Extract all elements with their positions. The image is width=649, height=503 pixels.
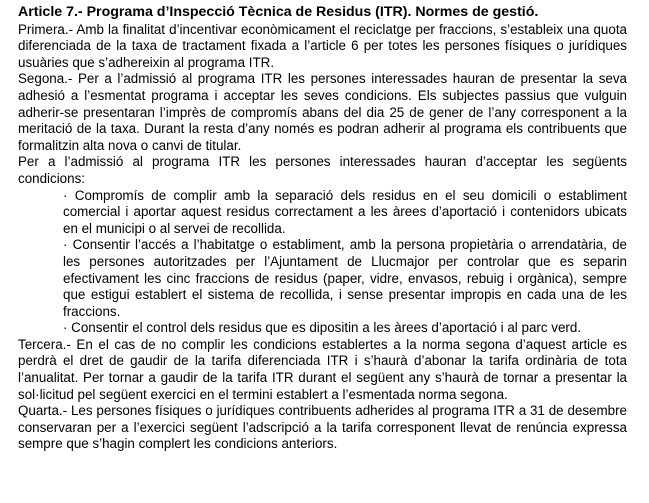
condition-item-separation: · Compromís de complir amb la separació dels residus en el seu domicili o establiment comercial i aportar aquest residus correctament a les àrees d’aportació i contenidors ubicats en el municipi o al servei de recollida.	[63, 187, 627, 236]
document-body	[18, 4, 627, 453]
condition-item-control: · Consentir el control dels residus que es dipositin a les àrees d’aportació i al parc verd.	[63, 320, 582, 336]
condition-item-access: · Consentir l’accés a l’habitatge o establiment, amb la persona propietària o arrendatària, de les persones autoritzades per l’Ajuntament de Llucmajor per controlar que es separin efectivament les cinc fraccions de residus (paper, vidre, envasos, rebuig i orgànica), sempre que estigui establert el sistema de recollida, i sense presentar impropis en cada una de les fraccions.	[63, 237, 627, 319]
paragraph-tercera: Tercera.- En el cas de no complir les condicions establertes a la norma segona d’aquest article es perdrà el dret de gaudir de la tarifa diferenciada ITR i s’haurà d’abonar la tarifa ordinària de tota l’anualitat. Per tornar a gaudir de la tarifa ITR durant el següent any s’haurà de tornar a presentar la sol·licitud pel següent exercici en el termini establert a l’esmentada norma segona.	[18, 336, 627, 402]
paragraph-conditions-intro: Per a l’admissió al programa ITR les persones interessades hauran d’acceptar les següents condicions:	[18, 154, 627, 186]
paragraph-primera: Primera.- Amb la finalitat d’incentivar econòmicament el reciclatge per fraccions, s’estableix una quota diferenciada de la taxa de tractament fixada a l’article 6 per totes les persones físiques o jurídiques usuàries que s’adhereixin al programa ITR.	[18, 21, 627, 70]
paragraph-segona: Segona.- Per a l’admissió al programa ITR les persones interessades hauran de presentar la seva adhesió a l’esmentat programa i acceptar les seves condicions. Els subjectes passius que vulguin adherir-se presentaran l’imprès de compromís abans del dia 25 de gener de l’any corresponent a la meritació de la taxa. Durant la resta d’any només es podran adherir al programa els contribuents que formalitzin alta nova o canvi de titular.	[18, 71, 627, 153]
conditions-list	[18, 188, 627, 337]
article-title: Article 7.- Programa d’Inspecció Tècnica de Residus (ITR). Normes de gestió.	[18, 4, 539, 20]
paragraph-quarta: Quarta.- Les persones físiques o jurídiques contribuents adherides al programa ITR a 31 de desembre conservaran per a l’exercici següent l’adscripció a la tarifa corresponent llevat de renúncia expressa sempre que s’hagin complert les condicions anteriors.	[18, 403, 627, 452]
